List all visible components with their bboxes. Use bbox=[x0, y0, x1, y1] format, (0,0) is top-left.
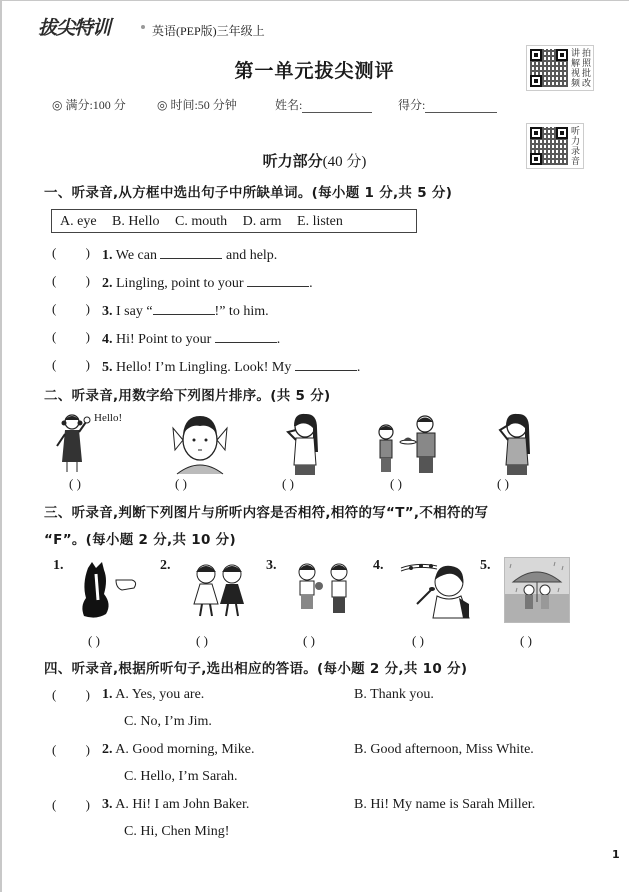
q4-option-c[interactable]: C. No, I’m Jim. bbox=[124, 714, 212, 729]
q3-answer-4[interactable]: ( ) bbox=[412, 633, 424, 648]
q3-answer-2[interactable]: ( ) bbox=[196, 633, 208, 648]
q1-sentence bbox=[102, 245, 277, 264]
two-girls-walking-icon bbox=[188, 560, 250, 620]
listening-section-title bbox=[0, 150, 629, 171]
answer-paren[interactable]: ( ) bbox=[52, 301, 90, 316]
q3-picture-4 bbox=[397, 560, 472, 620]
qr-label-grading: 拍照批改 bbox=[582, 49, 592, 89]
page-title: 第一单元拔尖测评 bbox=[234, 60, 395, 82]
boy-offering-food-icon bbox=[372, 410, 452, 475]
q2-picture-2 bbox=[165, 410, 235, 475]
sentence-after: . bbox=[356, 360, 361, 375]
q2-picture-5 bbox=[492, 410, 542, 475]
q3-answer-5[interactable]: ( ) bbox=[520, 633, 532, 648]
q3-heading-line2: “F”。(每小题 2 分,共 10 分) bbox=[44, 532, 236, 548]
q2-answer-3[interactable]: ( ) bbox=[282, 476, 294, 491]
section-points: (40 分) bbox=[322, 154, 367, 170]
full-score: ◎ 满分:100 分 bbox=[52, 98, 126, 112]
q3-picture-number: 1. bbox=[53, 558, 64, 573]
qr-finder-icon bbox=[530, 49, 542, 61]
q2-heading: 二、听录音,用数字给下列图片排序。(共 5 分) bbox=[44, 388, 331, 404]
word-option: A. eye bbox=[60, 214, 97, 229]
q4-heading: 四、听录音,根据所听句子,选出相应的答语。(每小题 2 分,共 10 分) bbox=[44, 661, 468, 677]
fill-blank[interactable] bbox=[247, 273, 309, 287]
word-option: B. Hello bbox=[112, 214, 160, 229]
q3-picture-number: 4. bbox=[373, 558, 384, 573]
brand-logo: 拔尖特训 bbox=[38, 17, 111, 39]
name-field[interactable] bbox=[275, 96, 372, 113]
page-top-edge bbox=[0, 0, 629, 1]
q2-picture-3 bbox=[280, 410, 330, 475]
option-a-text: A. Hi! I am John Baker. bbox=[115, 797, 250, 812]
answer-paren[interactable]: ( ) bbox=[52, 742, 90, 757]
fill-blank[interactable] bbox=[215, 329, 277, 343]
girl-pointing-mouth-icon bbox=[280, 410, 330, 475]
sentence-before: Hello! I’m Lingling. Look! My bbox=[116, 360, 292, 375]
q2-picture-1 bbox=[52, 410, 142, 475]
answer-paren[interactable]: ( ) bbox=[52, 245, 90, 260]
q2-answer-2[interactable]: ( ) bbox=[175, 476, 187, 491]
item-number: 2. bbox=[102, 742, 113, 757]
sentence-after: and help. bbox=[225, 248, 278, 263]
q3-answer-1[interactable]: ( ) bbox=[88, 633, 100, 648]
q3-picture-number: 5. bbox=[480, 558, 491, 573]
qr-label-audio: 听力录音 bbox=[571, 127, 581, 167]
score-label: 得分: bbox=[398, 98, 426, 112]
sentence-after: . bbox=[276, 332, 281, 347]
item-number: 3. bbox=[102, 304, 113, 319]
q4-option-b[interactable]: B. Good afternoon, Miss White. bbox=[354, 742, 534, 757]
q3-heading-line1: 三、听录音,判断下列图片与所听内容是否相符,相符的写“T”,不相符的写 bbox=[44, 505, 489, 521]
girl-with-doll-and-boy-icon bbox=[293, 560, 355, 620]
q1-heading: 一、听录音,从方框中选出句子中所缺单词。(每小题 1 分,共 5 分) bbox=[44, 185, 453, 201]
boy-touching-ears-icon bbox=[165, 410, 235, 475]
qr-finder-icon bbox=[530, 75, 542, 87]
q3-picture-3 bbox=[293, 560, 355, 620]
boy-singing-microphone-icon bbox=[397, 560, 472, 620]
q4-option-b[interactable]: B. Hi! My name is Sarah Miller. bbox=[354, 797, 536, 812]
sentence-after: . bbox=[309, 276, 313, 291]
sentence-before: Lingling, point to your bbox=[116, 276, 244, 291]
qr-finder-icon bbox=[530, 127, 542, 139]
option-a-text: A. Good morning, Mike. bbox=[115, 742, 255, 757]
option-a-text: A. Yes, you are. bbox=[115, 687, 205, 702]
q1-sentence bbox=[102, 329, 280, 348]
item-number: 3. bbox=[102, 797, 113, 812]
item-number: 4. bbox=[102, 332, 113, 347]
hello-speech-text: Hello! bbox=[94, 412, 123, 424]
q3-answer-3[interactable]: ( ) bbox=[303, 633, 315, 648]
sentence-before: Hi! Point to your bbox=[116, 332, 212, 347]
q1-sentence bbox=[102, 273, 313, 292]
sentence-before: I say “ bbox=[116, 304, 153, 319]
sentence-after: !” to him. bbox=[214, 304, 269, 319]
word-option: C. mouth bbox=[175, 214, 228, 229]
fill-blank[interactable] bbox=[153, 301, 215, 315]
word-option: D. arm bbox=[242, 214, 282, 229]
q1-sentence bbox=[102, 301, 269, 320]
fill-blank[interactable] bbox=[160, 245, 222, 259]
item-number: 2. bbox=[102, 276, 113, 291]
q2-answer-4[interactable]: ( ) bbox=[390, 476, 402, 491]
subject-label: 英语(PEP版)三年级上 bbox=[152, 24, 265, 38]
word-option: E. listen bbox=[297, 214, 343, 229]
section-title-text: 听力部分 bbox=[262, 152, 323, 170]
item-number: 1. bbox=[102, 687, 113, 702]
answer-paren[interactable]: ( ) bbox=[52, 687, 90, 702]
answer-paren[interactable]: ( ) bbox=[52, 797, 90, 812]
q3-picture-1 bbox=[78, 560, 143, 620]
separator-dot bbox=[141, 25, 145, 29]
q4-option-a[interactable] bbox=[102, 687, 204, 703]
qr-label-video: 讲解视频 bbox=[571, 49, 581, 89]
item-number: 5. bbox=[102, 360, 113, 375]
girl-pointing-eye-icon bbox=[492, 410, 542, 475]
page-number: 1 bbox=[612, 848, 620, 861]
q3-picture-number: 3. bbox=[266, 558, 277, 573]
q3-picture-number: 2. bbox=[160, 558, 171, 573]
q4-option-a[interactable] bbox=[102, 797, 249, 813]
q4-option-c[interactable]: C. Hi, Chen Ming! bbox=[124, 824, 230, 839]
page-left-edge bbox=[0, 0, 2, 892]
q1-sentence bbox=[102, 357, 360, 376]
q4-option-a[interactable] bbox=[102, 742, 254, 758]
sentence-before: We can bbox=[115, 248, 157, 263]
name-label: 姓名: bbox=[275, 98, 303, 112]
qr-finder-icon bbox=[556, 49, 568, 61]
q2-picture-4 bbox=[372, 410, 452, 475]
score-blank[interactable] bbox=[425, 100, 497, 113]
two-girls-umbrella-rain-icon bbox=[505, 558, 569, 622]
score-field[interactable] bbox=[398, 96, 497, 113]
word-bank-box bbox=[51, 209, 417, 233]
item-number: 1. bbox=[102, 248, 113, 263]
q2-answer-1[interactable]: ( ) bbox=[69, 476, 81, 491]
name-blank[interactable] bbox=[302, 100, 372, 113]
qr-finder-icon bbox=[556, 127, 568, 139]
cat-and-pointing-hand-icon bbox=[78, 560, 143, 620]
answer-paren[interactable]: ( ) bbox=[52, 357, 90, 372]
q3-picture-2 bbox=[188, 560, 250, 620]
time-limit: ◎ 时间:50 分钟 bbox=[157, 98, 237, 112]
fill-blank[interactable] bbox=[295, 357, 357, 371]
q4-option-b[interactable]: B. Thank you. bbox=[354, 687, 434, 702]
q4-option-c[interactable]: C. Hello, I’m Sarah. bbox=[124, 769, 238, 784]
answer-paren[interactable]: ( ) bbox=[52, 329, 90, 344]
qr-code-video-grading[interactable] bbox=[526, 45, 594, 91]
answer-paren[interactable]: ( ) bbox=[52, 273, 90, 288]
q2-answer-5[interactable]: ( ) bbox=[497, 476, 509, 491]
q3-picture-5 bbox=[504, 557, 570, 623]
